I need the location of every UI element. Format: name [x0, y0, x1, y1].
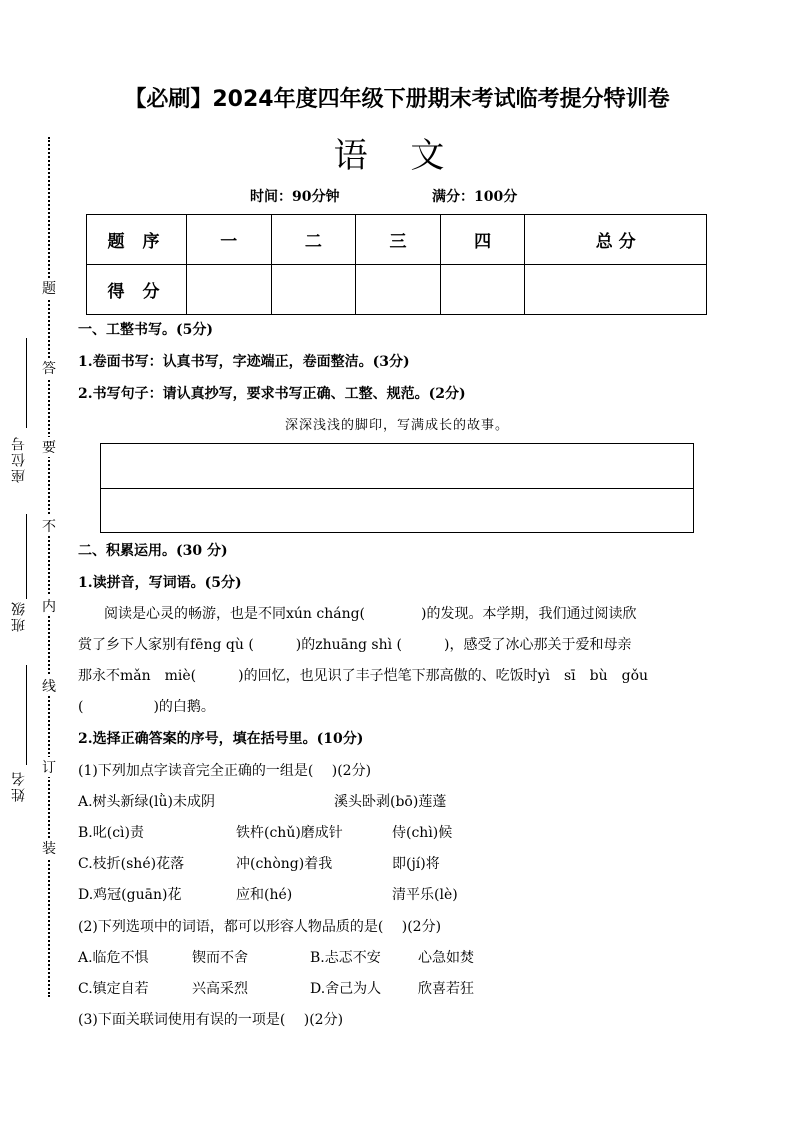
option-d2: 欣喜若狂 — [418, 981, 474, 997]
copy-sentence: 深深浅浅的脚印，写满成长的故事。 — [284, 418, 509, 433]
section1-heading: 一、工整书写。(5分) — [78, 322, 213, 338]
table-header-cell: 题 序 — [87, 215, 187, 265]
option-a1: A.树头新绿(lǜ)未成阴 — [78, 794, 215, 810]
binding-char: 装 — [42, 838, 56, 858]
question-3: (3)下面关联词使用有误的一项是( )(2分) — [78, 1012, 344, 1028]
score-cell[interactable] — [187, 265, 272, 315]
table-header-cell: 二 — [271, 215, 356, 265]
option-c2: 兴高采烈 — [192, 981, 248, 997]
binding-char: 订 — [42, 757, 56, 777]
section2-q2: 2.选择正确答案的序号，填在括号里。(10分) — [78, 731, 364, 747]
subject-title: 语 文 — [333, 136, 461, 176]
class-blank-line[interactable] — [26, 514, 27, 599]
option-d1: 应和(hé) — [236, 887, 293, 903]
option-d1: D.鸡冠(guān)花 — [78, 887, 182, 903]
section2-heading: 二、积累运用。(30 分) — [78, 543, 228, 559]
writing-box[interactable] — [100, 443, 694, 533]
full-score: 满分：100分 — [432, 189, 518, 205]
table-header-cell: 一 — [187, 215, 272, 265]
binding-dotted-line — [48, 137, 50, 997]
option-b2: 心急如焚 — [418, 950, 474, 966]
exam-title: 【必刷】2024年度四年级下册期末考试临考提分特训卷 — [124, 87, 670, 112]
option-c2: C.镇定自若 — [78, 981, 149, 997]
table-row — [87, 265, 707, 315]
score-cell[interactable] — [525, 265, 707, 315]
time-limit: 时间：90分钟 — [250, 189, 340, 205]
option-b1: B.叱(cì)责 — [78, 825, 144, 841]
seat-label: 座位号 — [11, 435, 27, 483]
option-b2: B.忐忑不安 — [310, 950, 381, 966]
option-a2: 锲而不舍 — [192, 950, 248, 966]
score-cell[interactable] — [271, 265, 356, 315]
pinyin-paragraph-line: 那永不mǎn miè( )的回忆，也见识了丰子恺笔下那高傲的、吃饭时yì sī bù gǒu — [78, 668, 649, 684]
pinyin-paragraph-line: ( )的白鹅。 — [78, 699, 215, 715]
binding-char: 内 — [42, 596, 56, 616]
option-c1: 冲(chòng)着我 — [236, 856, 333, 872]
score-table — [86, 214, 707, 315]
question-2: (2)下列选项中的词语，都可以形容人物品质的是( )(2分) — [78, 919, 442, 935]
table-row — [87, 215, 707, 265]
binding-char: 答 — [42, 358, 56, 378]
question-1: (1)下列加点字读音完全正确的一组是( )(2分) — [78, 763, 372, 779]
binding-char: 不 — [42, 516, 56, 536]
binding-char: 线 — [42, 676, 56, 696]
table-header-cell: 总 分 — [525, 215, 707, 265]
pinyin-paragraph-line: 阅读是心灵的畅游，也是不同xún cháng( )的发现。本学期，我们通过阅读欣 — [104, 606, 637, 622]
score-row-label: 得 分 — [87, 265, 187, 315]
score-cell[interactable] — [356, 265, 441, 315]
name-blank-line[interactable] — [26, 665, 27, 765]
option-b1: 铁杵(chǔ)磨成针 — [236, 825, 343, 841]
name-label: 姓名 — [11, 770, 27, 802]
table-header-cell: 四 — [440, 215, 525, 265]
option-d2: D.舍己为人 — [310, 981, 382, 997]
option-a1: 溪头卧剥(bō)莲蓬 — [334, 794, 447, 810]
option-c1: 即(jí)将 — [392, 856, 440, 872]
section1-q2: 2.书写句子：请认真抄写，要求书写正确、工整、规范。(2分) — [78, 386, 466, 402]
option-a2: A.临危不惧 — [78, 950, 149, 966]
section2-q1: 1.读拼音，写词语。(5分) — [78, 575, 242, 591]
class-label: 班级 — [11, 600, 27, 632]
option-c1: C.枝折(shé)花落 — [78, 856, 185, 872]
option-b1: 侍(chì)候 — [392, 825, 453, 841]
pinyin-paragraph-line: 赏了乡下人家别有fēng qù ( )的zhuāng shì ( )，感受了冰心那关于爱和母亲 — [78, 637, 632, 653]
section1-q1: 1.卷面书写：认真书写，字迹端正，卷面整洁。(3分) — [78, 354, 410, 370]
score-cell[interactable] — [440, 265, 525, 315]
option-d1: 清平乐(lè) — [392, 887, 458, 903]
binding-char: 要 — [42, 437, 56, 457]
binding-char: 题 — [42, 278, 56, 298]
table-header-cell: 三 — [356, 215, 441, 265]
